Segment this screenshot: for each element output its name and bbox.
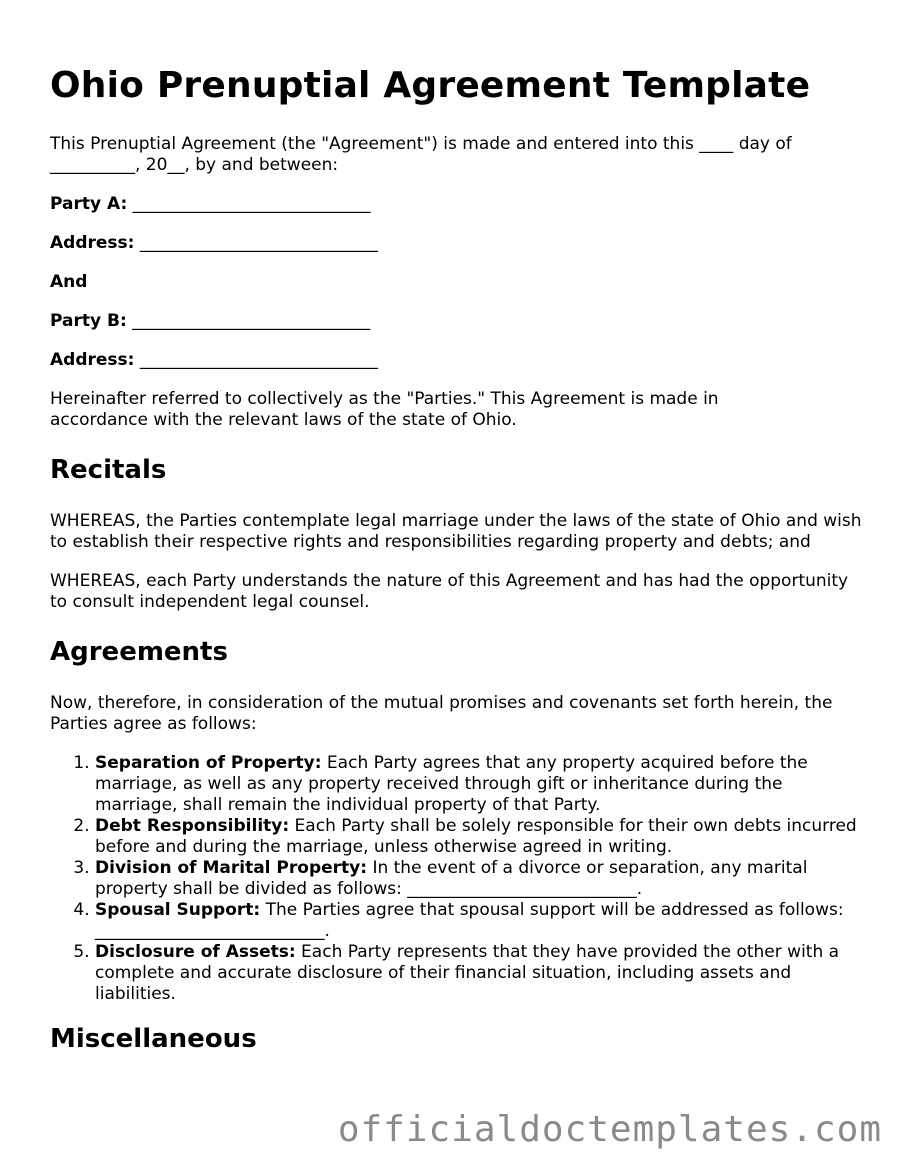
list-item-text: Each Party represents that they have provided the other with a complete and accurate disclosure of their financial situation, including assets and liabilities.: [95, 942, 840, 1004]
address-b-label: Address:: [50, 350, 135, 370]
party-b-blank: ____________________________: [126, 311, 371, 331]
agreements-heading: Agreements: [50, 637, 228, 667]
address-b-field: [50, 350, 870, 371]
and-line: [50, 272, 870, 293]
intro-paragraph: This Prenuptial Agreement (the "Agreement") is made and entered into this ____ day of __________, 20__, by and between:: [50, 134, 792, 175]
agreements-intro: Now, therefore, in consideration of the mutual promises and covenants set forth herein, the Parties agree as follows:: [50, 693, 833, 734]
address-a-blank: ____________________________: [134, 233, 378, 253]
party-a-blank: ____________________________: [127, 194, 371, 214]
list-item: [95, 816, 860, 858]
list-item-term: Spousal Support:: [95, 900, 261, 920]
list-item: [95, 753, 860, 816]
and-label: And: [50, 272, 88, 292]
watermark: officialdoctemplates.com: [337, 1109, 882, 1150]
miscellaneous-heading: Miscellaneous: [50, 1024, 257, 1054]
list-item-term: Debt Responsibility:: [95, 816, 290, 836]
list-item-term: Disclosure of Assets:: [95, 942, 296, 962]
recitals-heading: Recitals: [50, 455, 167, 485]
address-a-field: [50, 233, 870, 254]
document-page: [50, 0, 870, 1055]
address-a-label: Address:: [50, 233, 135, 253]
party-a-field: [50, 194, 870, 215]
list-item: [95, 942, 860, 1005]
list-item-text: The Parties agree that spousal support will be addressed as follows: ___________________________.: [95, 900, 844, 941]
party-b-label: Party B:: [50, 311, 127, 331]
list-item: [95, 858, 860, 900]
list-item: [95, 900, 860, 942]
list-item-text: Each Party agrees that any property acquired before the marriage, as well as any property received through gift or inheritance during the marriage, shall remain the individual property of that Party.: [95, 753, 808, 815]
list-item-term: Separation of Property:: [95, 753, 322, 773]
address-b-blank: ____________________________: [134, 350, 378, 370]
document-title: Ohio Prenuptial Agreement Template: [50, 65, 811, 106]
recital-paragraph-1: WHEREAS, the Parties contemplate legal marriage under the laws of the state of Ohio and wish to establish their respective rights and responsibilities regarding property and debts; and: [50, 511, 862, 552]
party-a-label: Party A:: [50, 194, 128, 214]
list-item-term: Division of Marital Property:: [95, 858, 368, 878]
party-b-field: [50, 311, 870, 332]
closing-paragraph: Hereinafter referred to collectively as the "Parties." This Agreement is made in accordance with the relevant laws of the state of Ohio.: [50, 389, 719, 430]
list-item-text: In the event of a divorce or separation, any marital property shall be divided as follows: ___________________________.: [95, 858, 808, 899]
agreements-list: [50, 753, 860, 1005]
recital-paragraph-2: WHEREAS, each Party understands the nature of this Agreement and has had the opportunity to consult independent legal counsel.: [50, 571, 849, 612]
list-item-text: Each Party shall be solely responsible for their own debts incurred before and during the marriage, unless otherwise agreed in writing.: [95, 816, 857, 857]
